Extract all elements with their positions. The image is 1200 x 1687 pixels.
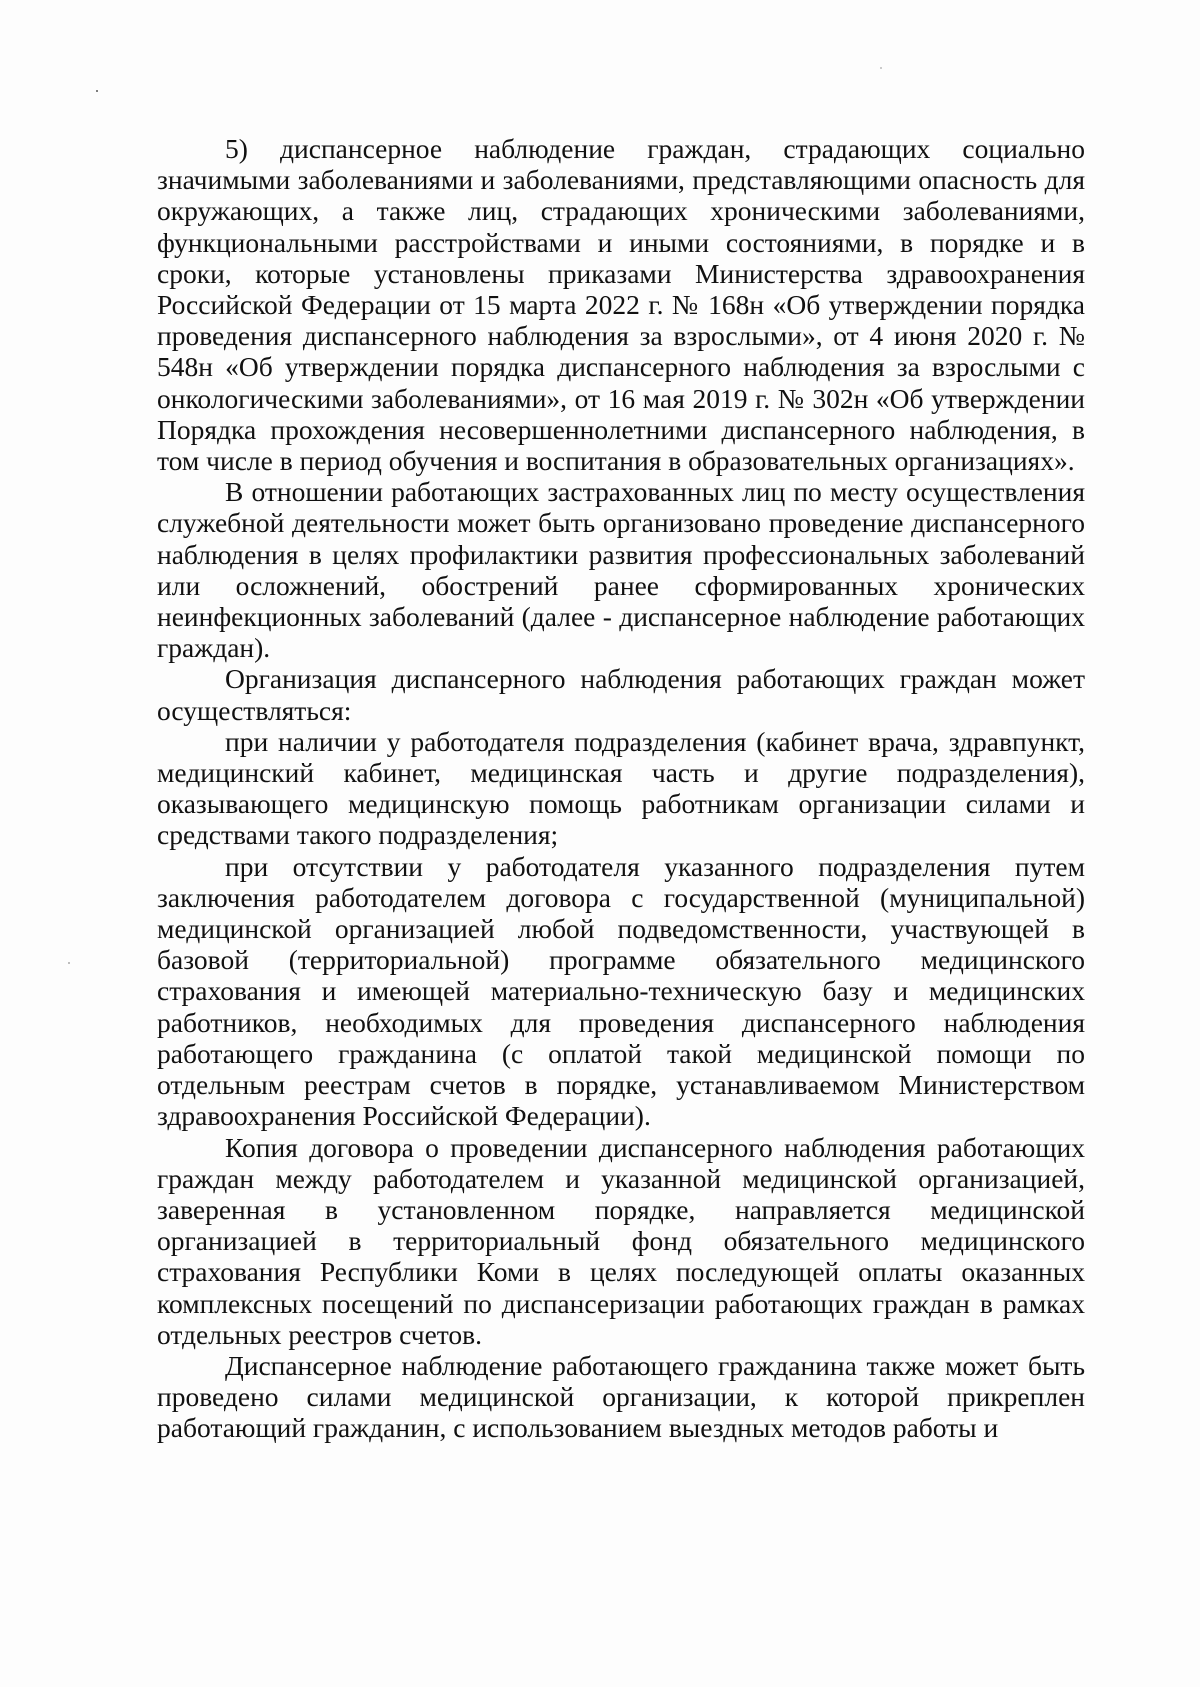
paragraph-attached-organization: Диспансерное наблюдение работающего гражданина также может быть проведено силами медицинской организации, к которой прикреплен работающий гражданин, с использованием выездных методов работы и [157,1349,1085,1444]
paragraph-organization-intro: Организация диспансерного наблюдения работающих граждан может осуществляться: [157,663,1085,726]
scan-speck [880,67,882,69]
paragraph-contract-copy: Копия договора о проведении диспансерного наблюдения работающих граждан между работодателем и указанной медицинской организацией, заверенная в установленном порядке, направляется медицинской организацией в территориальный фонд обязательного медицинского страхования Республики Коми в целях последующей оплаты оказанных комплексных посещений по диспансеризации работающих граждан в рамках отдельных реестров счетов. [157,1131,1085,1350]
paragraph-without-department: при отсутствии у работодателя указанного подразделения путем заключения работодателем договора с государственной (муниципальной) медицинской организацией любой подведомственности, участвующей в базовой (территориальной) программе обязательного медицинского страхования и имеющей материально-техническую базу и медицинских работников, необходимых для проведения диспансерного наблюдения работающего гражданина (с оплатой такой медицинской помощи по отдельным реестрам счетов в порядке, устанавливаемом Министерством здравоохранения Российской Федерации). [157,850,1085,1132]
paragraph-workers-observation: В отношении работающих застрахованных лиц по месту осуществления служебной деятельности может быть организовано проведение диспансерного наблюдения в целях профилактики развития профессиональных заболеваний или осложнений, обострений ранее сформированных хронических неинфекционных заболеваний (далее - диспансерное наблюдение работающих граждан). [157,476,1085,664]
scan-speck [96,90,98,92]
paragraph-with-department: при наличии у работодателя подразделения (кабинет врача, здравпункт, медицинский кабинет, медицинская часть и другие подразделения), оказывающего медицинскую помощь работникам организации силами и средствами такого подразделения; [157,725,1085,851]
paragraph-item-5: 5) диспансерное наблюдение граждан, страдающих социально значимыми заболеваниями и заболеваниями, представляющими опасность для окружающих, а также лиц, страдающих хроническими заболеваниями, функциональными расстройствами и иными состояниями, в порядке и в сроки, которые установлены приказами Министерства здравоохранения Российской Федерации от 15 марта 2022 г. № 168н «Об утверждении порядка проведения диспансерного наблюдения за взрослыми», от 4 июня 2020 г. № 548н «Об утверждении порядка диспансерного наблюдения за взрослыми с онкологическими заболеваниями», от 16 мая 2019 г. № 302н «Об утверждении Порядка прохождения несовершеннолетними диспансерного наблюдения, в том числе в период обучения и воспитания в образовательных организациях». [157,133,1085,477]
document-body [157,133,1085,1444]
scan-speck [68,962,70,964]
